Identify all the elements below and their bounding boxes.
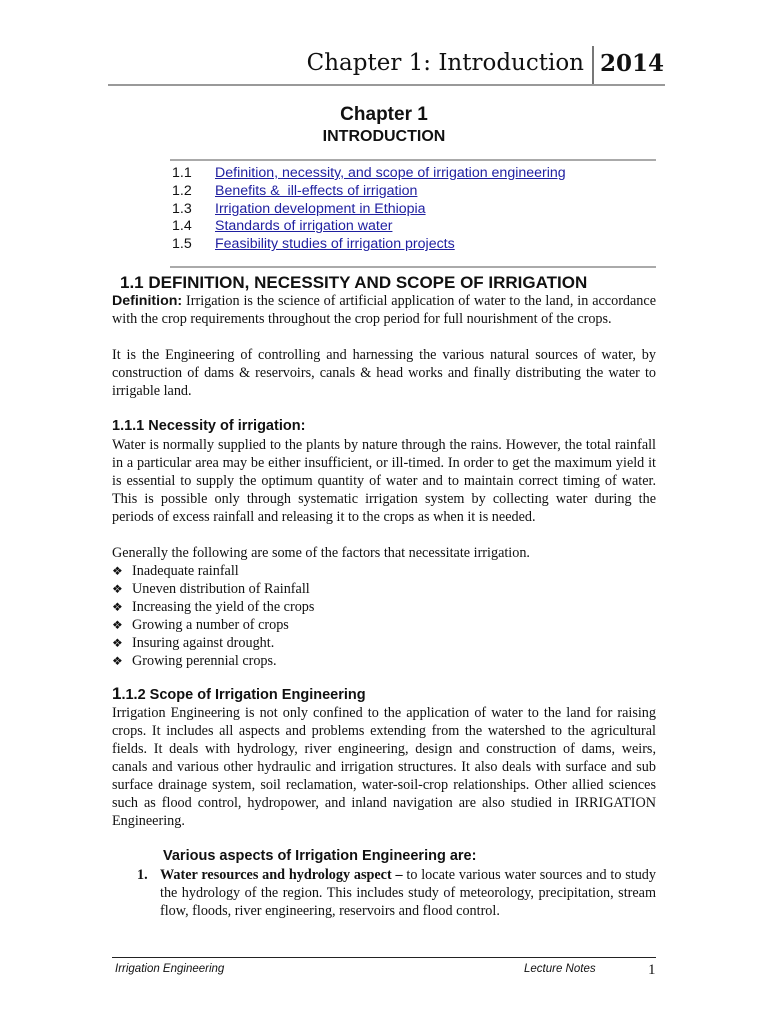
- footer-right: Lecture Notes: [524, 963, 596, 975]
- diamond-bullet-icon: ❖: [112, 618, 123, 632]
- toc-top-rule: [170, 159, 656, 161]
- list-item-text: Growing perennial crops.: [132, 653, 277, 669]
- necessity-heading: 1.1.1 Necessity of irrigation:: [112, 418, 306, 434]
- item-number: 1.: [137, 867, 148, 883]
- toc-link[interactable]: Feasibility studies of irrigation projects: [215, 236, 455, 253]
- definition-paragraph: [112, 292, 656, 328]
- diamond-bullet-icon: ❖: [112, 654, 123, 668]
- diamond-bullet-icon: ❖: [112, 582, 123, 596]
- toc-bottom-rule: [170, 266, 656, 268]
- scope-paragraph: Irrigation Engineering is not only confined to the application of water to the land for raising crops. It includes all aspects and problems extending from the watershed to the agricultural fields. It deals with hydrology, river engineering, design and construction of dams, weirs, canals and various other hydraulic and irrigation structures. It also deals with surface and sub surface drainage system, soil reclamation, water-soil-crop relationships. Other allied sciences such as flood control, hydropower, and inland navigation are also studied in IRRIGATION Engineering.: [112, 705, 656, 829]
- toc-number: 1.3: [172, 200, 192, 217]
- page-number: 1: [648, 962, 656, 978]
- item-title: Water resources and hydrology aspect –: [160, 867, 403, 883]
- diamond-bullet-icon: ❖: [112, 564, 123, 578]
- toc-number: 1.5: [172, 236, 192, 253]
- toc-item: [172, 183, 566, 201]
- item-text: [160, 866, 656, 920]
- toc-link[interactable]: Irrigation development in Ethiopia: [215, 200, 426, 217]
- toc-item: [172, 165, 566, 183]
- list-item: [112, 598, 656, 616]
- diamond-bullet-icon: ❖: [112, 636, 123, 650]
- list-item-text: Insuring against drought.: [132, 635, 275, 651]
- list-item-text: Growing a number of crops: [132, 617, 289, 633]
- list-item-text: Inadequate rainfall: [132, 563, 239, 579]
- section-heading: 1.1 DEFINITION, NECESSITY AND SCOPE OF IRRIGATION: [120, 273, 588, 292]
- list-item: [112, 652, 656, 670]
- header-rule: [108, 84, 665, 86]
- necessity-paragraph: Water is normally supplied to the plants by nature through the rains. However, the total rainfall in a particular area may be either insufficient, or ill-timed. In order to get the maximum yield it is essential to supply the optimum quantity of water and to maintain correct timing of water. This is possible only through systematic irrigation system by collecting water during the periods of excess rainfall and releasing it to the crops as when it is needed.: [112, 437, 656, 525]
- scope-heading-number: 1: [112, 684, 122, 703]
- header-year: 2014: [600, 50, 665, 77]
- item-description: to locate various water sources and to study the hydrology of the region. This includes study of meteorology, precipitation, stream flow, floods, river engineering, reservoirs and flood control.: [160, 867, 656, 919]
- list-item: [112, 562, 656, 580]
- definition-text: Irrigation is the science of artificial application of water to the land, in accordance with the crop requirements throughout the crop period for full nourishment of the crops.: [112, 293, 656, 327]
- diamond-bullet-icon: ❖: [112, 600, 123, 614]
- scope-heading: [112, 684, 366, 704]
- toc-number: 1.1: [172, 165, 192, 181]
- list-item-text: Uneven distribution of Rainfall: [132, 581, 310, 597]
- list-item-text: Increasing the yield of the crops: [132, 599, 315, 615]
- toc-link[interactable]: Benefits & ill-effects of irrigation: [215, 182, 418, 199]
- chapter-label: Chapter 1: [340, 104, 428, 125]
- toc-link[interactable]: Standards of irrigation water: [215, 218, 393, 235]
- list-item: [112, 616, 656, 634]
- toc-item: [172, 236, 566, 254]
- toc-number: 1.4: [172, 218, 192, 235]
- toc-number: 1.2: [172, 182, 192, 199]
- definition-label: Definition:: [112, 293, 183, 309]
- aspects-item: [137, 866, 656, 920]
- necessity-list: [112, 562, 656, 670]
- chapter-title: INTRODUCTION: [322, 128, 446, 145]
- necessity-intro: Generally the following are some of the factors that necessitate irrigation.: [112, 545, 530, 561]
- header-divider: [592, 46, 594, 84]
- toc-item: [172, 201, 566, 219]
- header-title: Chapter 1: Introduction: [306, 50, 584, 76]
- list-item: [112, 634, 656, 652]
- footer-rule: [112, 957, 656, 958]
- scope-heading-text: .1.2 Scope of Irrigation Engineering: [121, 687, 366, 703]
- aspects-heading: Various aspects of Irrigation Engineering are:: [163, 848, 477, 864]
- engineering-paragraph: It is the Engineering of controlling and harnessing the various natural sources of water, by construction of dams & reservoirs, canals & head works and finally distributing the water to irrigable land.: [112, 347, 656, 399]
- footer-left: Irrigation Engineering: [115, 963, 225, 975]
- table-of-contents: [172, 165, 566, 254]
- list-item: [112, 580, 656, 598]
- toc-item: [172, 218, 566, 236]
- toc-link[interactable]: Definition, necessity, and scope of irrigation engineering: [215, 165, 566, 181]
